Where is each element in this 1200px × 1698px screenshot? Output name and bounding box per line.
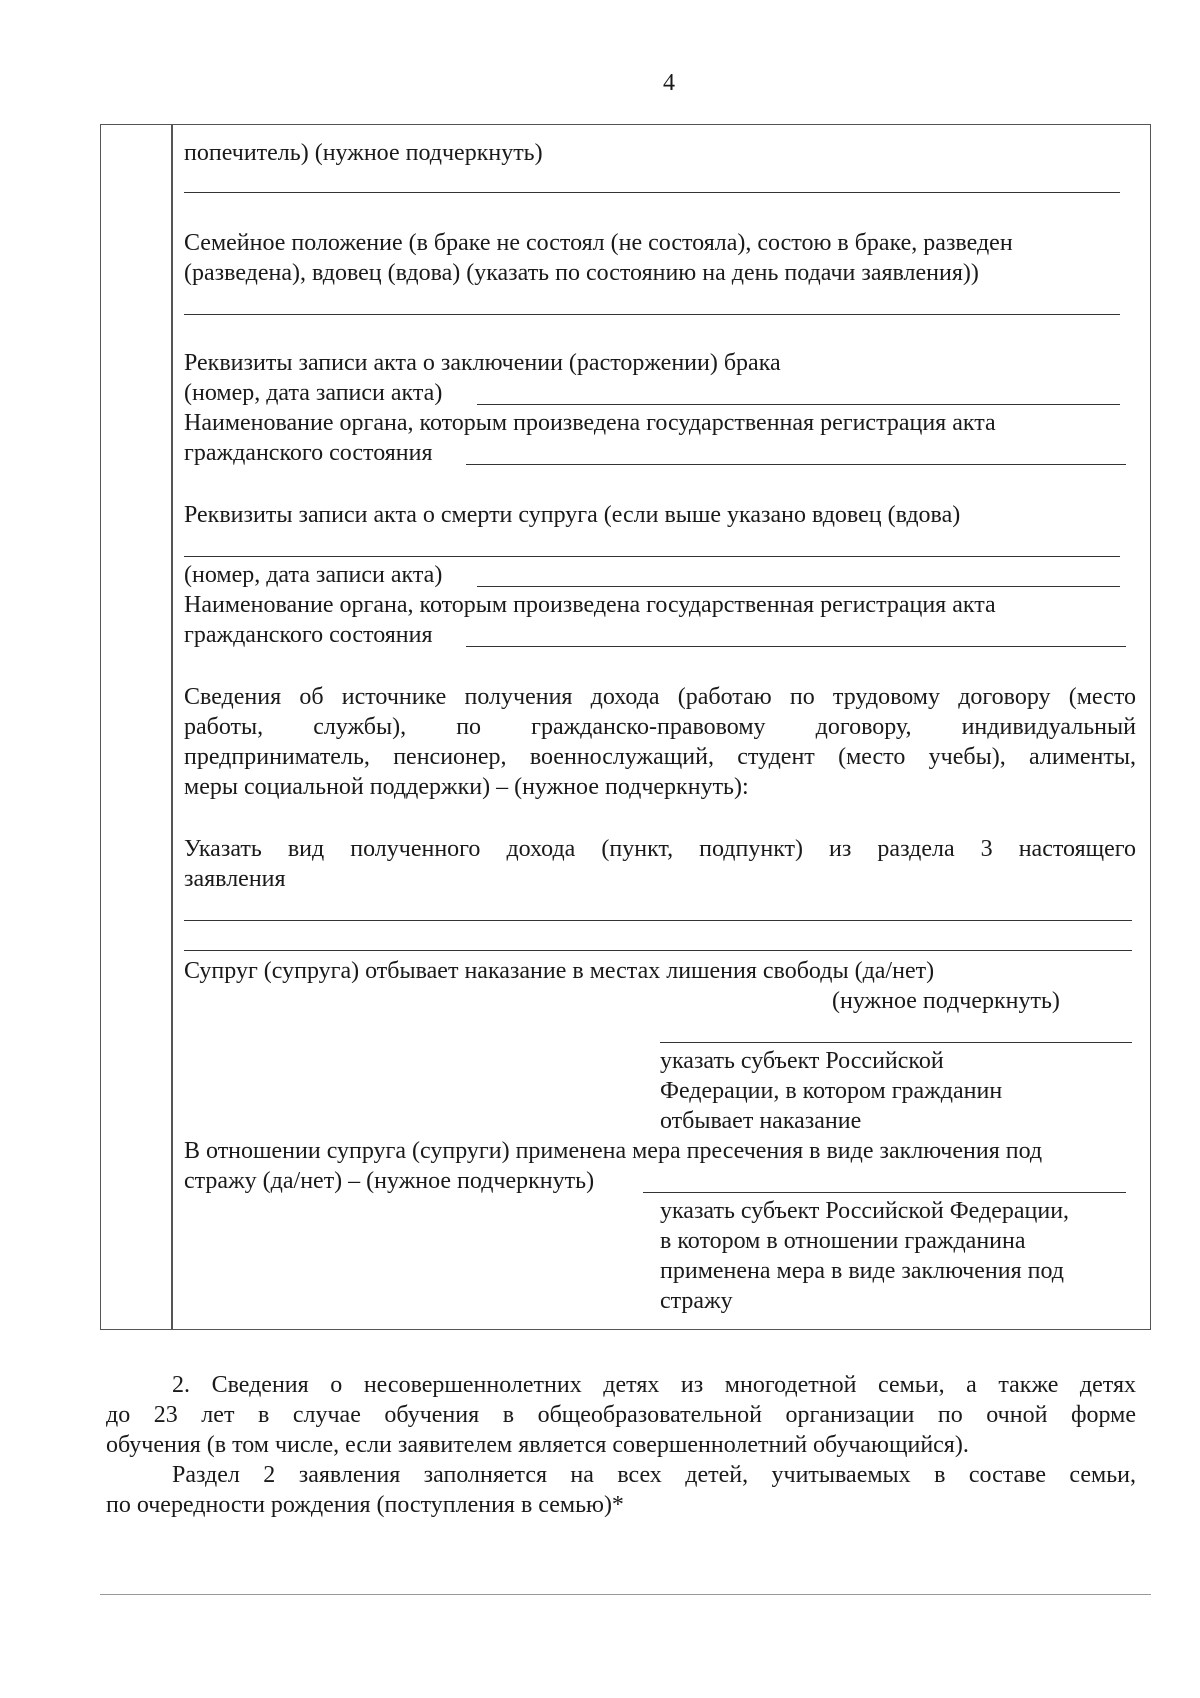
custody-note-3: применена мера в виде заключения под <box>660 1258 1064 1284</box>
marriage-org-input[interactable] <box>466 464 1126 465</box>
death-act-number-input[interactable] <box>477 586 1120 587</box>
income-source-text-2: работы, службы), по гражданско-правовому договору, индивидуальный <box>184 714 1136 740</box>
custody-note-1: указать субъект Российской Федерации, <box>660 1198 1070 1224</box>
death-act-number-label: (номер, дата записи акта) <box>184 562 443 588</box>
marital-status-input-line[interactable] <box>184 314 1120 315</box>
prison-subject-note-1: указать субъект Российской <box>660 1048 944 1074</box>
section2-paragraph2-line1: Раздел 2 заявления заполняется на всех детей, учитываемых в составе семьи, <box>172 1462 1136 1488</box>
footer-rule <box>100 1594 1151 1595</box>
income-type-text-2: заявления <box>184 866 286 892</box>
page-number: 4 <box>663 70 675 96</box>
marriage-act-number-input[interactable] <box>477 404 1120 405</box>
section2-paragraph1-line3: обучения (в том числе, если заявителем является совершеннолетний обучающийся). <box>106 1432 969 1458</box>
custody-text-1: В отношении супруга (супруги) применена мера пресечения в виде заключения под <box>184 1138 1043 1164</box>
section2-paragraph1-line1: 2. Сведения о несовершеннолетних детях из многодетной семьи, а также детях <box>172 1372 1136 1398</box>
prison-subject-note-2: Федерации, в котором гражданин <box>660 1078 1003 1104</box>
custody-subject-input[interactable] <box>643 1192 1126 1193</box>
guardian-tail-text: попечитель) (нужное подчеркнуть) <box>184 140 543 166</box>
custody-text-2: стражу (да/нет) – (нужное подчеркнуть) <box>184 1168 595 1194</box>
death-act-input-line[interactable] <box>184 556 1120 557</box>
marriage-act-title: Реквизиты записи акта о заключении (расторжении) брака <box>184 350 781 376</box>
prison-underline-hint: (нужное подчеркнуть) <box>832 988 1060 1014</box>
income-source-text-4: меры социальной поддержки) – (нужное подчеркнуть): <box>184 774 749 800</box>
income-type-input-line-2[interactable] <box>184 950 1132 951</box>
death-org-input[interactable] <box>466 646 1126 647</box>
income-source-text-3: предприниматель, пенсионер, военнослужащий, студент (место учебы), алименты, <box>184 744 1136 770</box>
table-column-divider <box>171 124 173 1330</box>
marriage-org-label-2: гражданского состояния <box>184 440 433 466</box>
marital-status-text-1: Семейное положение (в браке не состоял (не состояла), состою в браке, разведен <box>184 230 1013 256</box>
marriage-act-number-label: (номер, дата записи акта) <box>184 380 443 406</box>
guardian-input-line[interactable] <box>184 192 1120 193</box>
marriage-org-label-1: Наименование органа, которым произведена государственная регистрация акта <box>184 410 996 436</box>
prison-subject-note-3: отбывает наказание <box>660 1108 862 1134</box>
prison-status-text: Супруг (супруга) отбывает наказание в местах лишения свободы (да/нет) <box>184 958 935 984</box>
prison-subject-input[interactable] <box>660 1042 1132 1043</box>
income-type-input-line-1[interactable] <box>184 920 1132 921</box>
custody-note-2: в котором в отношении гражданина <box>660 1228 1026 1254</box>
death-org-label-1: Наименование органа, которым произведена государственная регистрация акта <box>184 592 996 618</box>
death-org-label-2: гражданского состояния <box>184 622 433 648</box>
section2-paragraph2-line2: по очередности рождения (поступления в семью)* <box>106 1492 624 1518</box>
income-type-text-1: Указать вид полученного дохода (пункт, подпункт) из раздела 3 настоящего <box>184 836 1136 862</box>
income-source-text-1: Сведения об источнике получения дохода (работаю по трудовому договору (место <box>184 684 1136 710</box>
death-act-title: Реквизиты записи акта о смерти супруга (если выше указано вдовец (вдова) <box>184 502 961 528</box>
custody-note-4: стражу <box>660 1288 733 1314</box>
marital-status-text-2: (разведена), вдовец (вдова) (указать по состоянию на день подачи заявления)) <box>184 260 979 286</box>
section2-paragraph1-line2: до 23 лет в случае обучения в общеобразовательной организации по очной форме <box>106 1402 1136 1428</box>
